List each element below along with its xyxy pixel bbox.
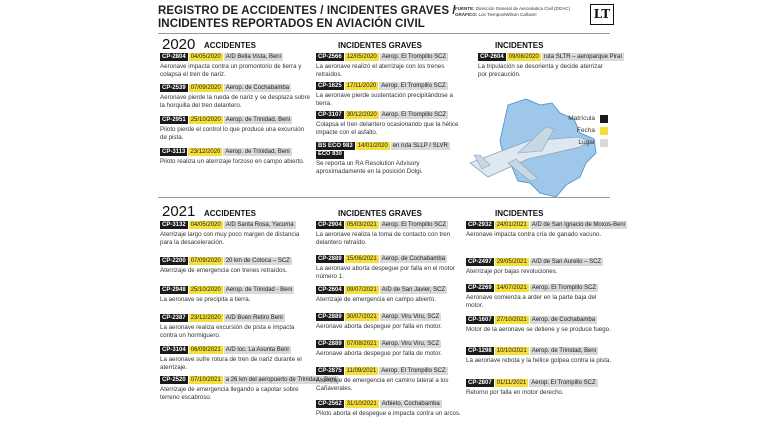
title-line: INCIDENTES REPORTADOS EN AVIACIÓN CIVIL xyxy=(158,17,425,30)
location-badge: A/D Bella Vista, Beni xyxy=(225,54,281,60)
entry-header xyxy=(316,285,466,294)
registration-badge: CP-2269 xyxy=(468,285,492,291)
incident-entry xyxy=(466,315,612,334)
location-badge: Aerop. de Trinidad, Beni xyxy=(531,348,597,354)
entry-description: La aeronave rebota y la hélice golpea contra la pista. xyxy=(466,357,612,364)
entry-header xyxy=(466,283,612,292)
source-label: FUENTE: xyxy=(455,6,475,11)
entry-description: Se reporta un RA Resolution Advisory aproximadamente en la posición Dolgi. xyxy=(316,160,423,175)
date-badge: 06/09/2021 xyxy=(190,347,221,353)
incident-entry xyxy=(316,141,466,176)
incident-entry xyxy=(316,81,466,108)
heading-graves-2021: INCIDENTES GRAVES xyxy=(338,209,422,218)
incident-entry xyxy=(160,220,312,247)
registration-badge: BS ECO 983 xyxy=(318,143,353,149)
source-credits xyxy=(455,6,588,18)
location-badge: Aerop. El Trompillo SCZ xyxy=(381,368,446,374)
entry-description: Piloto pierde el control lo que produce una excursión de pista. xyxy=(160,126,305,141)
registration-badge: CP-2387 xyxy=(162,315,186,321)
entry-description: La aeronave aborta despegue por falla en el motor número 1. xyxy=(316,265,455,280)
entry-header xyxy=(466,220,626,229)
registration-badge: CP-2539 xyxy=(162,85,186,91)
entry-header xyxy=(316,339,466,348)
entry-header xyxy=(466,257,612,266)
date-badge: 14/07/2021 xyxy=(496,285,527,291)
date-badge: 07/08/2021 xyxy=(346,341,377,347)
registration-badge: CP-2875 xyxy=(318,368,342,374)
location-badge: Aerop. El Trompillo SCZ xyxy=(531,285,597,291)
incident-entry xyxy=(466,283,612,310)
incident-entry xyxy=(316,220,466,247)
entry-description: La aeronave se precipita a tierra. xyxy=(160,296,251,303)
date-badge: 12/05/2020 xyxy=(346,54,377,60)
incident-entry xyxy=(316,399,466,418)
year-2020: 2020 xyxy=(162,36,196,53)
entry-header xyxy=(160,220,312,229)
entry-header xyxy=(316,312,466,321)
entry-description: La aeronave realiza excursión de pista e impacta contra un hormiguero. xyxy=(160,324,295,339)
location-badge: A/D de San Ignacio de Moxos-Beni xyxy=(531,222,626,228)
date-badge: 07/09/2020 xyxy=(190,85,221,91)
incident-entry xyxy=(316,110,466,137)
registration-badge: CP-2562 xyxy=(318,401,342,407)
registration-badge: CP-2497 xyxy=(468,259,492,265)
location-badge: Aerop. de Cochabamba xyxy=(531,317,596,323)
heading-incidentes-2021: INCIDENTES xyxy=(495,209,544,218)
title-line: REGISTRO DE ACCIDENTES / INCIDENTES GRAVES / xyxy=(158,5,456,17)
registration-badge: CP-2889 xyxy=(318,256,342,262)
location-badge: A/D Santa Rosa, Yacuma xyxy=(225,222,294,228)
incident-entry xyxy=(160,256,312,275)
newspaper-logo: LT xyxy=(590,4,614,25)
entry-header xyxy=(316,366,466,375)
date-badge: 07/09/2020 xyxy=(190,258,221,264)
incident-entry xyxy=(316,254,466,281)
incident-entry xyxy=(316,52,466,79)
entry-header xyxy=(160,345,312,354)
entry-description: Aterrizaje por bajas revoluciones. xyxy=(466,268,558,275)
registration-badge: CP-3132 xyxy=(162,222,186,228)
incident-entry xyxy=(160,345,312,372)
legend-swatch xyxy=(600,115,608,123)
registration-badge: CP-3104 xyxy=(162,347,186,353)
location-badge: Aerop. de Trinidad, Beni xyxy=(225,117,291,123)
entry-header xyxy=(160,375,337,384)
location-badge: en ruta SLLP / SLVR xyxy=(392,143,448,149)
location-badge: A/D Buen Retiro Beni xyxy=(225,315,283,321)
entry-description: Colapsa el tren delantero ocasionando que la hélice impacte con el asfalto. xyxy=(316,121,459,136)
divider xyxy=(158,33,610,34)
incident-entry xyxy=(160,52,312,79)
entry-description: Motor de la aeronave se detiene y se produce fuego. xyxy=(466,326,611,333)
entry-header xyxy=(466,315,612,324)
heading-accidentes-2020: ACCIDENTES xyxy=(204,41,257,50)
date-badge: 05/03/2021 xyxy=(346,222,377,228)
entry-header xyxy=(160,115,312,124)
entry-header xyxy=(316,52,466,61)
location-badge: A/D de San Javier, SCZ xyxy=(381,287,446,293)
entry-header xyxy=(316,81,466,90)
entry-description: La aeronave pierde sustentación precipitándose a tierra. xyxy=(316,92,453,107)
entry-header xyxy=(478,52,622,61)
date-badge: 29/05/2021 xyxy=(496,259,527,265)
entry-header xyxy=(160,83,312,92)
date-badge: 11/09/2021 xyxy=(346,368,377,374)
entry-header xyxy=(160,147,312,156)
location-badge: Aerop. Viru Viru, SCZ xyxy=(381,314,440,320)
registration-badge: CP-2948 xyxy=(162,287,186,293)
registration-badge: CP-1298 xyxy=(468,348,492,354)
incident-entry xyxy=(466,220,626,239)
incident-entry xyxy=(160,115,312,142)
heading-incidentes-2020: INCIDENTES xyxy=(495,41,544,50)
location-badge: Aerop. El Trompillo SCZ xyxy=(381,54,447,60)
registration-badge: CP-1625 xyxy=(318,83,342,89)
date-badge: 14/01/2020 xyxy=(357,143,388,149)
location-badge: a 26 km del aeropuerto de Trinidad - Beni xyxy=(225,377,337,383)
location-badge: Aerop. de Trinidad - Beni xyxy=(225,287,293,293)
entry-header xyxy=(316,141,466,150)
heading-graves-2020: INCIDENTES GRAVES xyxy=(338,41,422,50)
date-badge: 30/12/2020 xyxy=(346,112,377,118)
entry-description: Aterrizaje de emergencia en camino lateral a los Cañaverales. xyxy=(316,377,449,392)
incident-entry xyxy=(160,313,312,340)
entry-description: Aeronave impacta contra un promontorio de tierra y colapsa el tren de nariz. xyxy=(160,63,302,78)
entry-description: La aeronave realiza la toma de contacto con tren delantero retraído. xyxy=(316,231,451,246)
date-badge: 07/10/2021 xyxy=(190,377,221,383)
entry-description: Aterrizaje largo con muy poco margen de distancia para la desaceleración. xyxy=(160,231,300,246)
legend-item xyxy=(560,137,610,149)
entry-description: La aeronave realizó el aterrizaje con los trenes retraídos. xyxy=(316,63,445,78)
year-2021: 2021 xyxy=(162,203,196,220)
registration-badge: CP-2566 xyxy=(318,54,342,60)
location-badge: Aerop. de Cochabamba xyxy=(225,85,290,91)
incident-entry xyxy=(160,285,312,304)
registration-badge: CP-2200 xyxy=(162,258,186,264)
legend xyxy=(560,113,610,149)
registration-badge: CP-1607 xyxy=(468,317,492,323)
entry-header xyxy=(160,313,312,322)
registration-badge: CP-2889 xyxy=(318,341,342,347)
date-badge: 04/05/2020 xyxy=(190,222,221,228)
location-badge: A/D loc. La Asunta Beni xyxy=(225,347,289,353)
incident-entry xyxy=(316,339,466,358)
incident-entry xyxy=(466,378,612,397)
incident-entry xyxy=(478,52,622,79)
graphic-label: GRÁFICO: xyxy=(455,12,478,17)
entry-header xyxy=(316,110,466,119)
date-badge: 10/10/2021 xyxy=(496,348,527,354)
registration-badge: CP-2604 xyxy=(318,287,342,293)
registration-badge-secondary: ECO 830 xyxy=(318,151,342,157)
location-badge: Aerop. de Trinidad, Beni xyxy=(225,149,290,155)
entry-header xyxy=(466,378,612,387)
entry-description: Aterrizaje de emergencia en campo abierto. xyxy=(316,296,437,303)
location-badge: Arbieto, Cochabamba xyxy=(381,401,440,407)
date-badge: 15/06/2021 xyxy=(346,256,377,262)
entry-description: Aeronave pierde la rueda de nariz y se desplaza sobre la horquilla del tren delantero. xyxy=(160,94,310,109)
date-badge: 25/10/2020 xyxy=(190,117,221,123)
date-badge: 01/11/2021 xyxy=(496,380,527,386)
registration-badge: CP-2807 xyxy=(468,380,492,386)
entry-description: Retorno por falla en motor derecho. xyxy=(466,389,564,396)
legend-item xyxy=(560,125,610,137)
incident-entry xyxy=(466,257,612,276)
date-badge: 24/01/2021 xyxy=(496,222,527,228)
graphic-value: Los Tiempos/Wilson Cañaviri xyxy=(478,12,537,17)
location-badge: Aerop. El Trompillo SCZ xyxy=(381,83,446,89)
registration-badge: CP-2804 xyxy=(162,54,186,60)
location-badge: A/D de San Aurelio – SCZ xyxy=(531,259,602,265)
page-title xyxy=(158,5,458,30)
location-badge: Aerop. Viru Viru, SCZ xyxy=(381,341,440,347)
entry-header xyxy=(316,254,466,263)
registration-badge: CP-3113 xyxy=(162,149,186,155)
date-badge: 04/05/2020 xyxy=(190,54,221,60)
registration-badge: CP-2889 xyxy=(318,314,342,320)
location-badge: Aerop. de Cochabamba xyxy=(381,256,446,262)
legend-item xyxy=(560,113,610,125)
entry-description: La tripulación se desorienta y decide aterrizar por precaución. xyxy=(478,63,603,78)
incident-entry xyxy=(160,83,312,110)
entry-header xyxy=(316,220,466,229)
entry-header xyxy=(160,256,312,265)
entry-description: Aeronave aborta despegue por falla de motor. xyxy=(316,350,442,357)
incident-entry xyxy=(160,375,337,402)
registration-badge: CP-2520 xyxy=(162,377,186,383)
heading-accidentes-2021: ACCIDENTES xyxy=(204,209,257,218)
date-badge: 09/07/2021 xyxy=(346,287,377,293)
legend-label: Fecha xyxy=(576,127,595,134)
entry-header xyxy=(466,346,612,355)
location-badge: ruta SLTR – aeroparque Piraí xyxy=(543,54,622,60)
entry-header xyxy=(160,285,312,294)
date-badge: 30/07/2021 xyxy=(346,314,377,320)
entry-header xyxy=(316,399,466,408)
location-badge: Aerop. El Trompillo SCZ xyxy=(381,112,447,118)
entry-description: La aeronave sufre rotura de tren de nariz durante el aterrizaje. xyxy=(160,356,302,371)
registration-badge: CP-2604 xyxy=(480,54,504,60)
location-badge: Aerop. El Trompillo SCZ xyxy=(531,380,596,386)
date-badge: 09/08/2020 xyxy=(508,54,539,60)
legend-swatch xyxy=(600,139,608,147)
entry-header xyxy=(160,52,312,61)
registration-badge: CP-2932 xyxy=(468,222,492,228)
incident-entry xyxy=(316,366,466,393)
incident-entry xyxy=(160,147,312,166)
incident-entry xyxy=(466,346,612,365)
legend-swatch xyxy=(600,127,608,135)
incident-entry xyxy=(316,285,466,304)
entry-description: Aeronave impacta contra cría de ganado vacuno. xyxy=(466,231,602,238)
date-badge: 23/12/2020 xyxy=(190,149,221,155)
date-badge: 25/10/2020 xyxy=(190,287,221,293)
date-badge: 23/12/2020 xyxy=(190,315,221,321)
incident-entry xyxy=(316,312,466,331)
entry-description: Aterrizaje de emergencia con trenes retraídos. xyxy=(160,267,288,274)
entry-description: Piloto realiza un aterrizaje forzoso en campo abierto. xyxy=(160,158,305,165)
registration-badge: CP-3107 xyxy=(318,112,342,118)
legend-label: Matrícula xyxy=(568,115,595,122)
entry-description: Aeronave comienza a arder en la parte baja del motor. xyxy=(466,294,597,309)
registration-badge: CP-2951 xyxy=(162,117,186,123)
date-badge: 27/10/2021 xyxy=(496,317,527,323)
date-badge: 17/11/2020 xyxy=(346,83,377,89)
source-value: Dirección General de Aeronáutica Civil (DGAC) xyxy=(475,6,571,11)
date-badge: 31/10/2021 xyxy=(346,401,377,407)
legend-label: Lugar xyxy=(578,139,595,146)
entry-description: Piloto aborta el despegue e impacta contra un arcos. xyxy=(316,410,461,417)
location-badge: 20 km de Cotoca – SCZ xyxy=(225,258,290,264)
location-badge: Aerop. El Trompillo SCZ xyxy=(381,222,447,228)
registration-badge: CP-2904 xyxy=(318,222,342,228)
entry-description: Aterrizaje de emergencia llegando a capotar sobre terreno escabroso. xyxy=(160,386,299,401)
entry-description: Aeronave aborta despegue por falla en motor. xyxy=(316,323,442,330)
